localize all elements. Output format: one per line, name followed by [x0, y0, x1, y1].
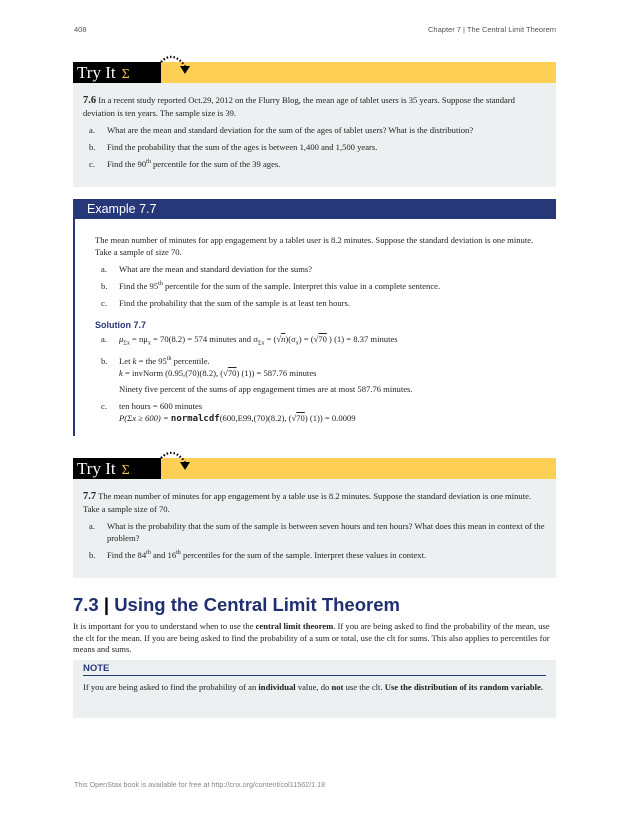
curved-arrow-icon — [157, 52, 193, 82]
item-label: c. — [101, 400, 107, 411]
try-it-label: Try It — [77, 459, 116, 478]
solution-c-line2 — [119, 412, 546, 425]
example-intro: The mean number of minutes for app engagement by a tablet user is 8.2 minutes. Suppose the standard deviation is one minute. Take a sample of size 70. — [95, 235, 534, 257]
section-heading — [73, 594, 400, 616]
list-item — [83, 158, 546, 170]
text: Let — [119, 355, 133, 366]
solution-b-line2 — [119, 367, 546, 379]
formula-text: ) = (√ — [298, 334, 319, 344]
item-label: c. — [101, 298, 107, 308]
problem-statement — [83, 490, 546, 515]
bold-text: individual — [258, 682, 296, 692]
example-title: Example 7.7 — [73, 199, 556, 219]
text: It is important for you to understand when to use the — [73, 621, 256, 631]
sigma-icon: Σ — [121, 67, 130, 82]
problem-statement — [83, 94, 546, 119]
text: = invNorm (0.95,(70)(8.2), (√ — [122, 367, 228, 378]
item-label: b. — [101, 281, 108, 291]
try-it-label: Try It — [77, 63, 116, 82]
item-label: a. — [101, 264, 107, 274]
try-it-box-7-7 — [73, 458, 556, 578]
text: = the 95 — [136, 355, 167, 366]
subscript: x — [147, 340, 151, 347]
text: value, do — [295, 682, 332, 692]
item-text: Find the 84 — [107, 550, 147, 560]
try-it-body — [73, 479, 556, 578]
try-it-banner — [73, 458, 556, 479]
text: ) (1)) = 0.0009 — [304, 412, 356, 423]
formula-text: = 70(8.2) = 574 minutes and σ — [150, 334, 258, 344]
item-label: a. — [89, 521, 95, 531]
sqrt-70: 70 — [227, 367, 237, 378]
list-item — [83, 124, 546, 136]
item-text: What are the mean and standard deviation for the sum of the ages of tablet users? What is the distribution? — [107, 125, 474, 135]
formula-text: = nμ — [129, 334, 148, 344]
item-text: What are the mean and standard deviation for the sums? — [119, 264, 313, 274]
item-text: percentiles for the sum of the sample. Interpret these values in context. — [180, 550, 427, 560]
try-it-badge — [73, 458, 161, 479]
chapter-title: Chapter 7 | The Central Limit Theorem — [428, 25, 556, 34]
mu-symbol: μ — [119, 334, 124, 344]
solution-b — [95, 355, 546, 395]
text: percentile. — [171, 355, 210, 366]
subscript: x — [295, 340, 299, 347]
list-item — [95, 280, 546, 292]
example-body — [73, 219, 556, 436]
superscript: th — [176, 550, 181, 557]
superscript: th — [146, 550, 151, 557]
example-box-7-7 — [73, 199, 556, 436]
list-item — [95, 297, 546, 309]
try-it-banner — [73, 62, 556, 83]
curved-arrow-icon — [157, 448, 193, 478]
item-text: Find the probability that the sum of the sample is at least ten hours. — [119, 298, 351, 308]
list-item — [95, 263, 546, 275]
bold-term: central limit theorem — [255, 621, 334, 631]
item-label: a. — [89, 125, 95, 135]
item-label: b. — [89, 142, 96, 152]
solution-title: Solution 7.7 — [95, 320, 147, 330]
try-it-body — [73, 83, 556, 187]
item-text: percentile for the sum of the 39 ages. — [150, 159, 281, 169]
item-label: a. — [101, 334, 107, 344]
text: P(Σx ≥ 600) = — [119, 412, 171, 423]
note-title: NOTE — [83, 663, 546, 676]
solution-c — [95, 400, 546, 425]
subscript: Σx — [123, 340, 130, 347]
item-text: and 16 — [150, 550, 177, 560]
try-it-box-7-6 — [73, 62, 556, 187]
try-it-badge — [73, 62, 161, 83]
item-text: Find the 90 — [107, 159, 147, 169]
text: ) (1)) = 587.76 minutes — [236, 367, 317, 378]
note-text — [83, 681, 546, 693]
problem-number: 7.7 — [83, 491, 97, 502]
bold-text: not — [331, 682, 344, 692]
page-number: 408 — [74, 25, 87, 34]
sqrt-70: 70 — [318, 334, 327, 344]
text: If you are being asked to find the probability of an — [83, 682, 259, 692]
superscript: th — [166, 355, 172, 362]
solution-b-line3: Ninety five percent of the sums of app engagement times are at most 587.76 minutes. — [119, 383, 413, 394]
item-label: b. — [89, 550, 96, 560]
subscript: Σx — [257, 340, 265, 347]
formula-text: = (√ — [264, 334, 282, 344]
section-number: 7.3 — [73, 594, 99, 615]
sqrt-70: 70 — [296, 412, 305, 423]
section-separator: | — [98, 594, 115, 615]
item-text: percentile for the sum of the sample. Interpret this value in a complete sentence. — [162, 281, 441, 291]
superscript: th — [146, 159, 151, 166]
sqrt-n: n — [281, 334, 286, 344]
note-box — [73, 660, 556, 718]
item-label: c. — [89, 159, 95, 169]
solution-b-line1 — [119, 355, 546, 367]
formula-text: )(σ — [285, 334, 296, 344]
section-title: Using the Central Limit Theorem — [114, 594, 400, 615]
solution-a — [95, 333, 546, 350]
superscript: th — [158, 281, 163, 288]
k-var: k — [119, 367, 123, 378]
k-var: k — [132, 355, 137, 366]
item-text: Find the 95 — [119, 281, 159, 291]
text: use the clt. — [343, 682, 385, 692]
problem-number: 7.6 — [83, 95, 97, 106]
text: . If you are being asked to find the probability of the mean, use the clt for the mean. If you are being asked to find the probability of a sum or total, use the clt for sums. This also applies to percentiles for means and sums. — [73, 621, 550, 654]
item-label: b. — [101, 355, 108, 366]
text: (600,E99,(70)(8.2), (√ — [219, 412, 297, 423]
solution-a-formula — [119, 334, 398, 347]
sigma-icon: Σ — [121, 463, 130, 478]
solution-c-line1: ten hours = 600 minutes — [119, 400, 203, 411]
item-text: Find the probability that the sum of the ages is between 1,400 and 1,500 years. — [107, 142, 378, 152]
function-name: normalcdf — [170, 413, 220, 424]
list-item — [83, 520, 546, 544]
bold-text: Use the distribution of its random variable. — [384, 682, 544, 692]
problem-text: The mean number of minutes for app engagement by a table use is 8.2 minutes. Suppose the standard deviation is one minute. Take a sample size of 70. — [83, 491, 532, 514]
section-paragraph — [73, 621, 557, 656]
list-item — [83, 141, 546, 153]
formula-text: ) (1) = 8.37 minutes — [326, 334, 398, 344]
footer-text: This OpenStax book is available for free at http://cnx.org/content/col11562/1.18 — [74, 780, 326, 789]
problem-text: In a recent study reported Oct.29, 2012 on the Flurry Blog, the mean age of tablet users is 35 years. Suppose the standard deviation is ten years. The sample size is 39. — [83, 95, 515, 118]
list-item — [83, 549, 546, 561]
item-text: What is the probability that the sum of the sample is between seven hours and ten hours? What does this mean in context of the problem? — [107, 521, 545, 543]
